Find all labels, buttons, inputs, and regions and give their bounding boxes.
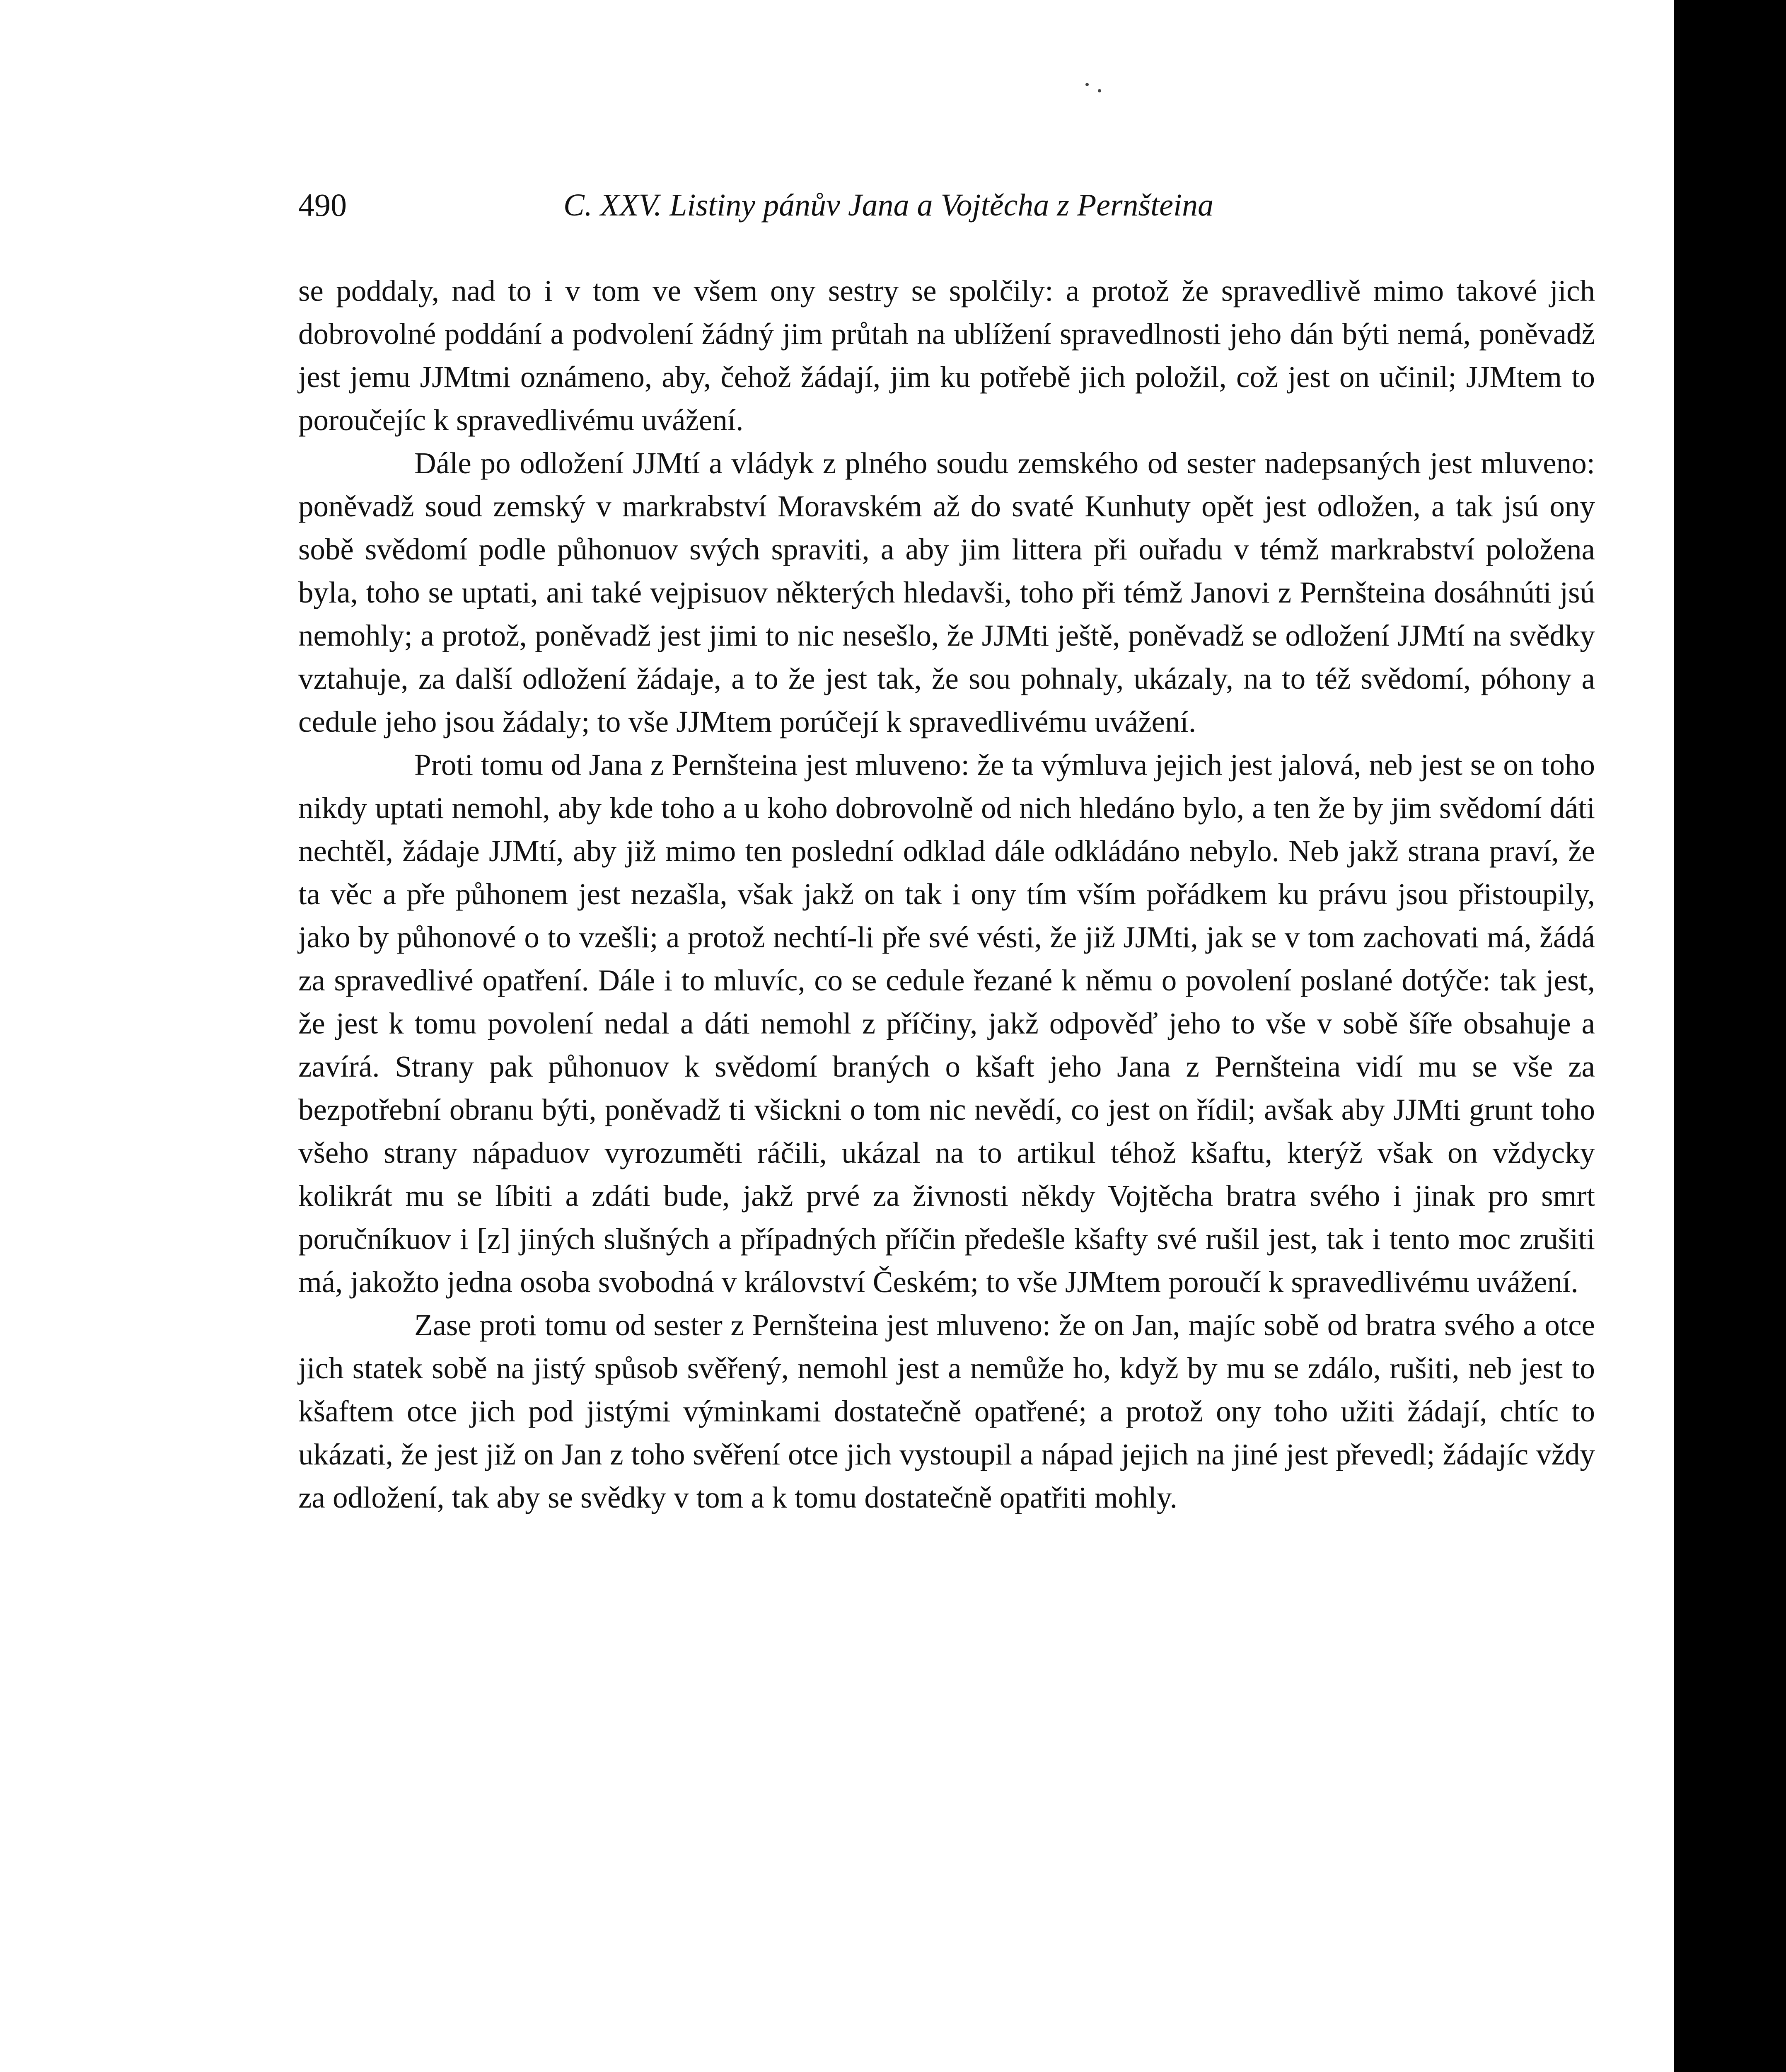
print-speck: [1098, 89, 1101, 92]
page-number: 490: [298, 187, 347, 223]
paragraph-2: Dále po odložení JJMtí a vládyk z plného soudu zemského od sester nadepsaných jest mluveno: poněvadž soud zemský v markrabství Moravském až do svaté Kunhuty opět jest odložen, a tak jsú ony sobě svědomí podle půhonuov svých spraviti, a aby jim littera při ouřadu v témž markrabství položena byla, toho se uptati, ani také vejpisuov některých hledavši, toho při témž Janovi z Pernšteina dosáhnúti jsú nemohly; a protož, poněvadž jest jimi to nic nesešlo, že JJMti ještě, poněvadž se odložení JJMtí na svědky vztahuje, za další odložení žádaje, a to že jest tak, že sou pohnaly, ukázaly, na to též svědomí, póhony a cedule jeho jsou žádaly; to vše JJMtem porúčejí k spravedlivému uvážení.: [298, 446, 1595, 738]
paragraph-4: Zase proti tomu od sester z Pernšteina jest mluveno: že on Jan, majíc sobě od bratra svého a otce jich statek sobě na jistý spůsob svěřený, nemohl jest a nemůže ho, když by mu se zdálo, rušiti, neb jest to kšaftem otce jich pod jistými výminkami dostatečně opatřené; a protož ony toho užiti žádají, chtíc to ukázati, že jest již on Jan z toho svěření otce jich vystoupil a nápad jejich na jiné jest převedl; žádajíc vždy za odložení, tak aby se svědky v tom a k tomu dostatečně opatřiti mohly.: [298, 1308, 1595, 1514]
paragraph-1: se poddaly, nad to i v tom ve všem ony sestry se spolčily: a protož že spravedlivě mimo takové jich dobrovolné poddání a podvolení žádný jim průtah na ublížení spravedlnosti jeho dán býti nemá, poněvadž jest jemu JJMtmi oznámeno, aby, čehož žádají, jim ku potřebě jich položil, což jest on učinil; JJMtem to poroučejíc k spravedlivému uvážení.: [298, 274, 1595, 437]
running-title: C. XXV. Listiny pánův Jana a Vojtěcha z Pernšteina: [563, 188, 1214, 223]
body-text: [298, 269, 1595, 1519]
paragraph-3: Proti tomu od Jana z Pernšteina jest mluveno: že ta výmluva jejich jest jalová, neb jest se on toho nikdy uptati nemohl, aby kde toho a u koho dobrovolně od nich hledáno bylo, a ten že by jim svědomí dáti nechtěl, žádaje JJMtí, aby již mimo ten poslední odklad dále odkládáno nebylo. Neb jakž strana praví, že ta věc a pře půhonem jest nezašla, však jakž on tak i ony tím vším pořádkem ku právu jsou přistoupily, jako by půhonové o to vzešli; a protož nechtí-li pře své vésti, že již JJMti, jak se v tom zachovati má, žádá za spravedlivé opatření. Dále i to mluvíc, co se cedule řezané k němu o povolení poslané dotýče: tak jest, že jest k tomu povolení nedal a dáti nemohl z příčiny, jakž odpověď jeho to vše v sobě šíře obsahuje a zavírá. Strany pak půhonuov k svědomí braných o kšaft jeho Jana z Pernšteina vidí mu se vše za bezpotřební obranu býti, poněvadž ti všickni o tom nic nevědí, co jest on řídil; avšak aby JJMti grunt toho všeho strany nápaduov vyrozuměti ráčili, ukázal na to artikul téhož kšaftu, kterýž však on vždycky kolikrát mu se líbiti a zdáti bude, jakž prvé za živnosti někdy Vojtěcha bratra svého i jinak pro smrt poručníkuov i [z] jiných slušných a případných příčin předešle kšafty své rušil jest, tak i tento moc zrušiti má, jakožto jedna osoba svobodná v království Českém; to vše JJMtem poroučí k spravedlivému uvážení.: [298, 748, 1595, 1299]
scan-border: [1674, 0, 1786, 2072]
print-speck: [1085, 83, 1089, 86]
page-header: [298, 184, 1326, 234]
